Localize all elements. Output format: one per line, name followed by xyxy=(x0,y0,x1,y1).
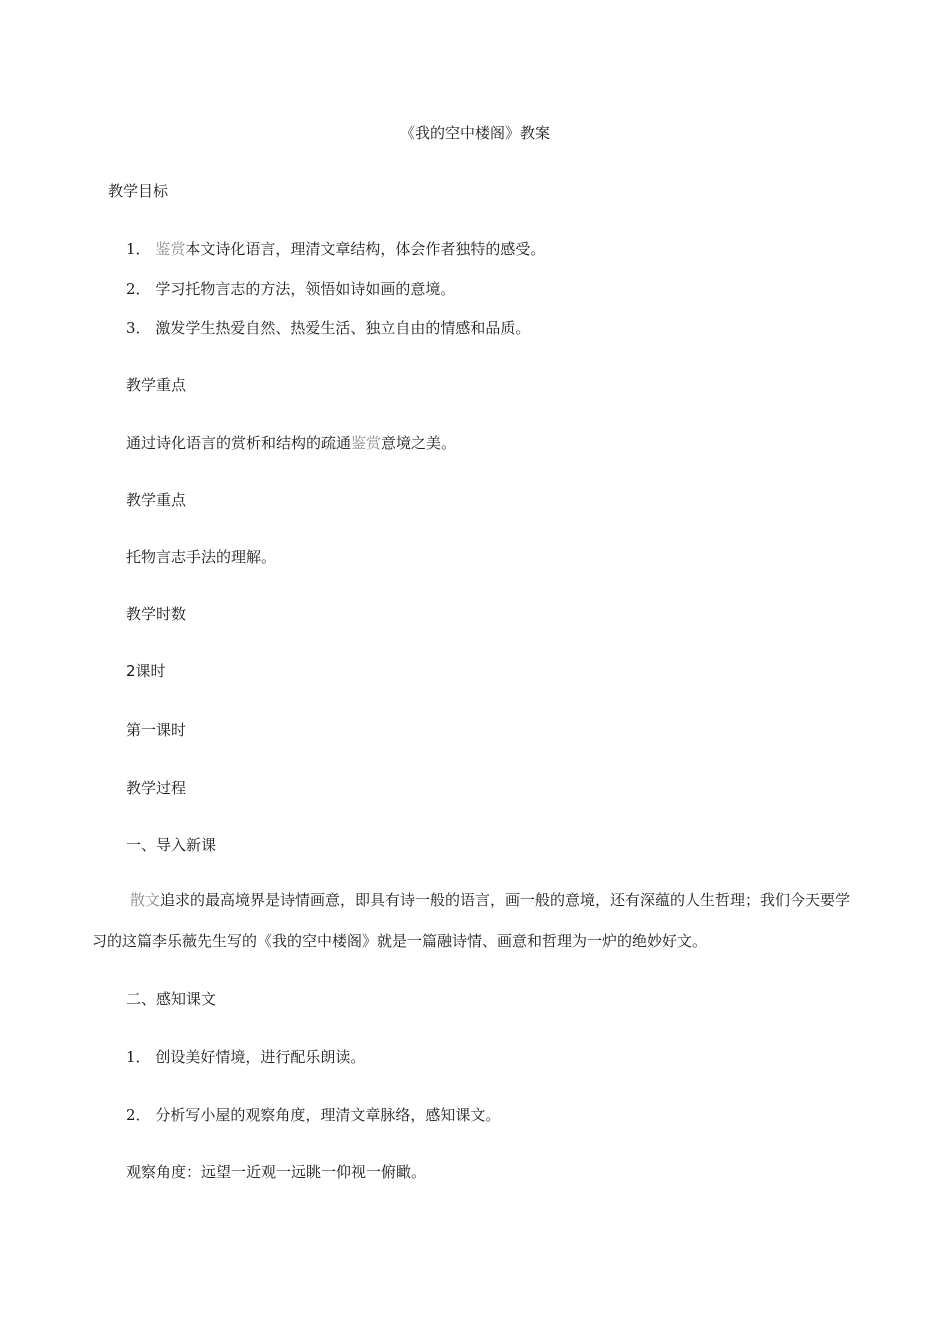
step-text: 分析写小屋的观察角度，理清文章脉络，感知课文。 xyxy=(155,1106,501,1124)
step-text: 创设美好情境，进行配乐朗读。 xyxy=(155,1048,366,1066)
observation-text: 观察角度：远望一近观一远眺一仰视一俯瞰。 xyxy=(126,1163,427,1181)
step-num: 1． xyxy=(126,1048,151,1066)
objective-item-2 xyxy=(126,280,455,298)
hours-number: 2 xyxy=(126,662,136,680)
objective-num: 1． xyxy=(126,240,151,258)
objective-text: 激发学生热爱自然、热爱生活、独立自由的情感和品质。 xyxy=(155,319,531,337)
key-point-text xyxy=(126,434,456,452)
key-point-pre: 通过诗化语言的赏析和结构的疏通 xyxy=(126,434,352,452)
key-point-gray: 鉴赏 xyxy=(351,434,382,452)
objective-item-1 xyxy=(126,240,545,258)
process-heading: 教学过程 xyxy=(126,779,187,797)
objective-item-3 xyxy=(126,319,530,337)
objective-lead-gray: 鉴赏 xyxy=(155,240,186,258)
document-title: 《我的空中楼阁》教案 xyxy=(399,124,550,142)
objective-num: 3． xyxy=(126,319,151,337)
step-item-2 xyxy=(126,1106,500,1124)
step-item-1 xyxy=(126,1048,365,1066)
intro-gray: 散文 xyxy=(130,891,161,909)
objective-text: 本文诗化语言，理清文章结构，体会作者独特的感受。 xyxy=(185,240,546,258)
difficulty-heading: 教学重点 xyxy=(126,491,187,509)
hours-text xyxy=(126,662,166,680)
lesson-one-heading: 第一课时 xyxy=(126,721,187,739)
intro-paragraph xyxy=(92,880,862,962)
key-point-post: 意境之美。 xyxy=(381,434,457,452)
difficulty-text: 托物言志手法的理解。 xyxy=(126,548,277,566)
key-point-heading: 教学重点 xyxy=(126,376,187,394)
hours-unit: 课时 xyxy=(135,662,166,680)
intro-rest: 追求的最高境界是诗情画意，即具有诗一般的语言，画一般的意境，还有深蕴的人生哲理；我们今天要学习的这篇李乐薇先生写的《我的空中楼阁》就是一篇融诗情、画意和哲理为一炉的绝妙好文。 xyxy=(92,891,851,950)
objectives-heading: 教学目标 xyxy=(108,182,169,200)
objective-text: 学习托物言志的方法，领悟如诗如画的意境。 xyxy=(155,280,456,298)
section-one-heading: 一、导入新课 xyxy=(126,836,217,854)
hours-heading: 教学时数 xyxy=(126,605,187,623)
section-two-heading: 二、感知课文 xyxy=(126,990,217,1008)
step-num: 2． xyxy=(126,1106,151,1124)
objective-num: 2． xyxy=(126,280,151,298)
